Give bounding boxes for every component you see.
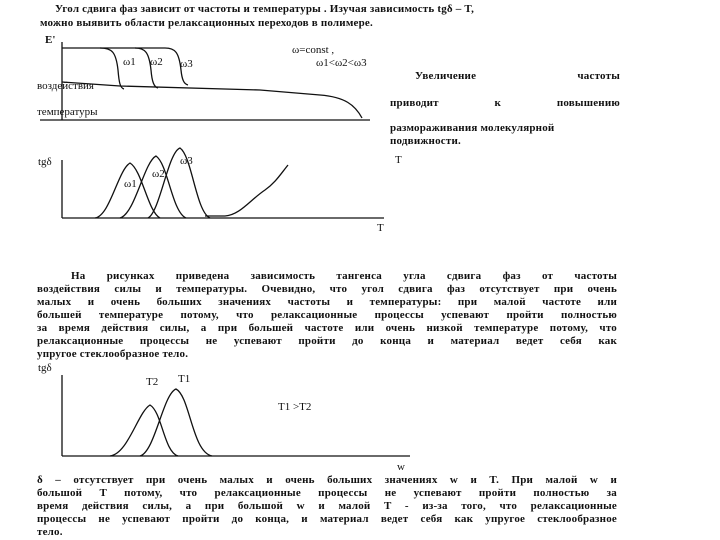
fig2-relation-label: T1 >T2 [278,401,312,413]
side-note-word: приводит [390,97,439,109]
lower-omega1-label: ω1 [124,178,137,190]
fig2-t1-label: T1 [178,373,191,385]
effect-label-2: температуры [37,106,98,118]
e-prime-label: E' [45,34,56,46]
paragraph-1 [37,270,617,361]
paragraph-2-line: большой T потому, что релаксационные процессы не успевают пройти полностью за [37,487,617,499]
fig2-peak-t2 [110,405,178,456]
paragraph-1-line: воздействия силы и температуры. Очевидно, что угол сдвига фаз отсутствует при очень [37,283,617,295]
effect-label-1: воздействия [37,80,94,92]
tg-peak-omega3 [148,148,210,218]
e-curve-omega2 [100,48,158,88]
fig2-w-label: w [397,461,405,473]
paragraph-1-line: малых и очень больших значениях частоты и температуры: при малой частоте или [37,296,617,308]
omega1-label: ω1 [123,56,136,68]
t-label-upper: T [395,154,402,166]
side-note-word: к [494,97,502,109]
e-main-decay [62,82,362,118]
omega-order-label: ω1<ω2<ω3 [316,57,367,69]
t-axis-label: T [377,222,384,234]
side-note-line-3: размораживания молекулярной [390,122,555,134]
tg-rising-tail [205,165,288,216]
side-note-word: Увеличение [415,70,477,82]
tg-peak-omega1 [95,163,160,218]
lower-omega3-label: ω3 [180,155,193,167]
fig2-t2-label: T2 [146,376,159,388]
side-note-word: частоты [577,70,620,82]
side-note-line-4: подвижности. [390,135,461,147]
omega3-label: ω3 [180,58,193,70]
side-note-line-1 [415,70,620,83]
paragraph-2-line: время действия силы, а при большой w и малой T - из-за того, что релаксационные [37,500,617,512]
tg-delta-label: tgδ [38,156,52,168]
header-line-2: можно выявить области релаксационных переходов в полимере. [40,17,373,29]
paragraph-1-line: за время действия силы, а при большей частоте или очень низкой температуре потому, что [37,322,617,334]
header-line-1: Угол сдвига фаз зависит от частоты и температуры . Изучая зависимость tgδ – T, [55,3,475,15]
paragraph-2-line: тело. [37,526,63,538]
side-note-line-2 [390,97,620,110]
paragraph-2-line: процессы не успевают пройти до конца, и материал ведет себя как упругое стеклообразное [37,513,617,525]
paragraph-1-line: На рисунках приведена зависимость тангенса угла сдвига фаз от частоты [71,270,617,282]
fig2-tg-label: tgδ [38,362,52,374]
side-note-word: повышению [556,97,620,109]
paragraph-1-line: упругое стеклообразное тело. [37,348,189,360]
omega2-label: ω2 [150,56,163,68]
paragraph-2 [37,474,617,539]
paragraph-2-line: δ – отсутствует при очень малых и очень больших значениях w и T. При малой w и [37,474,617,486]
paragraph-1-line: релаксационные процессы не успевают пройти до конца и материал ведет себя как [37,335,617,347]
omega-const-label: ω=const , [292,44,335,56]
fig2-peak-t1 [140,389,212,456]
lower-omega2-label: ω2 [152,168,165,180]
paragraph-1-line: большей температуре потому, что релаксационные процессы успевают пройти полностью [37,309,617,321]
